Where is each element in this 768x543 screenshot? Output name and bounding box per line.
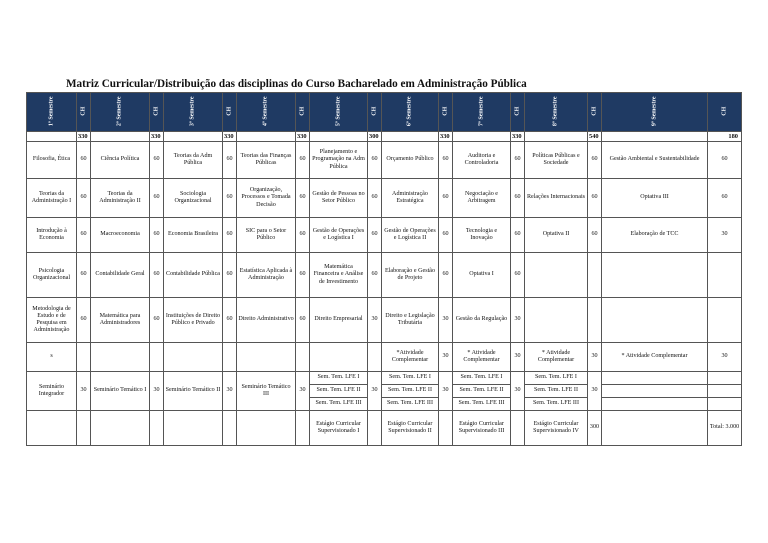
course-cell: Sem. Tem. LFE I bbox=[525, 372, 588, 385]
ch-cell: 60 bbox=[439, 218, 453, 253]
ch-cell: 60 bbox=[511, 218, 525, 253]
empty-cell bbox=[91, 343, 150, 372]
document-title: Matriz Curricular/Distribuição das disciplinas do Curso Bacharelado em Administração Pública bbox=[66, 78, 527, 90]
course-cell: Orçamento Público bbox=[382, 142, 439, 179]
ch-cell: 60 bbox=[150, 218, 164, 253]
course-cell: s bbox=[27, 343, 77, 372]
table-row bbox=[27, 253, 742, 298]
ch-cell: 60 bbox=[439, 179, 453, 218]
header-semester-6: 6º Semestre bbox=[382, 93, 439, 132]
ch-cell: 60 bbox=[439, 142, 453, 179]
ch-cell: 30 bbox=[511, 343, 525, 372]
course-cell: Estágio Curricular Supervisionado I bbox=[310, 411, 368, 446]
empty-cell bbox=[296, 343, 310, 372]
header-semester-4: 4º Semestre bbox=[237, 93, 296, 132]
ch-cell: 60 bbox=[77, 298, 91, 343]
empty-cell bbox=[237, 343, 296, 372]
table-row bbox=[27, 179, 742, 218]
ch-cell: 60 bbox=[296, 218, 310, 253]
course-cell: Teorias da Adm Pública bbox=[164, 142, 223, 179]
empty-cell bbox=[223, 411, 237, 446]
ch-cell: 30 bbox=[708, 343, 742, 372]
ch-cell: 60 bbox=[511, 142, 525, 179]
ch-cell: 60 bbox=[439, 253, 453, 298]
course-cell: Gestão de Operações e Logística II bbox=[382, 218, 439, 253]
course-cell: Optativa I bbox=[453, 253, 511, 298]
header-semester-3: 3º Semestre bbox=[164, 93, 223, 132]
total-cell: 330 bbox=[77, 132, 91, 142]
ch-cell: 60 bbox=[296, 179, 310, 218]
empty-cell bbox=[602, 298, 708, 343]
ch-cell: 60 bbox=[77, 253, 91, 298]
course-cell: Auditoria e Controladoria bbox=[453, 142, 511, 179]
header-ch: CH bbox=[296, 93, 310, 132]
ch-cell: 30 bbox=[588, 372, 602, 411]
ch-cell: 60 bbox=[296, 142, 310, 179]
empty-cell bbox=[237, 411, 296, 446]
course-cell: Optativa II bbox=[525, 218, 588, 253]
ch-cell: 60 bbox=[150, 142, 164, 179]
ch-cell: 60 bbox=[588, 179, 602, 218]
table-row bbox=[27, 298, 742, 343]
table-row bbox=[27, 411, 742, 446]
ch-cell: 60 bbox=[223, 218, 237, 253]
ch-cell: 60 bbox=[368, 218, 382, 253]
course-cell: Sem. Tem. LFE III bbox=[453, 398, 511, 411]
ch-cell: 60 bbox=[511, 179, 525, 218]
course-cell: Matemática para Administradores bbox=[91, 298, 150, 343]
ch-cell: 30 bbox=[77, 372, 91, 411]
empty-cell bbox=[91, 411, 150, 446]
ch-cell: 60 bbox=[588, 142, 602, 179]
curriculum-table bbox=[26, 92, 742, 446]
empty-cell bbox=[511, 411, 525, 446]
ch-cell: 60 bbox=[150, 298, 164, 343]
header-semester-5: 5º Semestre bbox=[310, 93, 368, 132]
course-cell: Relações Internacionais bbox=[525, 179, 588, 218]
total-cell: 330 bbox=[150, 132, 164, 142]
table-row bbox=[27, 372, 742, 385]
course-cell: Gestão de Operações e Logística I bbox=[310, 218, 368, 253]
table-row bbox=[27, 343, 742, 372]
empty-cell bbox=[164, 411, 223, 446]
ch-cell: 60 bbox=[150, 253, 164, 298]
total-cell: 300 bbox=[368, 132, 382, 142]
ch-cell: 60 bbox=[588, 218, 602, 253]
empty-cell bbox=[150, 411, 164, 446]
empty-cell bbox=[368, 411, 382, 446]
ch-cell: 300 bbox=[588, 411, 602, 446]
empty-cell bbox=[708, 385, 742, 398]
course-cell: Gestão da Regulação bbox=[453, 298, 511, 343]
ch-cell: 60 bbox=[223, 142, 237, 179]
ch-cell: 60 bbox=[368, 253, 382, 298]
course-cell: Planejamento e Programação na Adm Pública bbox=[310, 142, 368, 179]
course-cell: Matemática Financeira e Análise de Investimento bbox=[310, 253, 368, 298]
header-ch: CH bbox=[223, 93, 237, 132]
ch-cell: 30 bbox=[439, 372, 453, 411]
ch-cell: 60 bbox=[223, 253, 237, 298]
header-ch: CH bbox=[708, 93, 742, 132]
course-cell: Teorias da Administração I bbox=[27, 179, 77, 218]
course-cell: Sem. Tem. LFE II bbox=[310, 385, 368, 398]
course-cell: Direito Administrativo bbox=[237, 298, 296, 343]
ch-cell: 60 bbox=[708, 142, 742, 179]
empty-cell bbox=[368, 343, 382, 372]
course-cell: Contabilidade Pública bbox=[164, 253, 223, 298]
course-cell: Sem. Tem. LFE II bbox=[382, 385, 439, 398]
table-row bbox=[27, 142, 742, 179]
course-cell: Sem. Tem. LFE II bbox=[453, 385, 511, 398]
course-cell: Seminário Temático I bbox=[91, 372, 150, 411]
course-cell: Tecnologia e Inovação bbox=[453, 218, 511, 253]
header-semester-2: 2º Semestre bbox=[91, 93, 150, 132]
empty-cell bbox=[77, 343, 91, 372]
ch-cell: 60 bbox=[77, 142, 91, 179]
total-cell: 330 bbox=[439, 132, 453, 142]
table-row bbox=[27, 218, 742, 253]
ch-cell: 60 bbox=[150, 179, 164, 218]
empty-cell bbox=[310, 343, 368, 372]
course-cell: SIC para o Setor Público bbox=[237, 218, 296, 253]
course-cell: Economia Brasileira bbox=[164, 218, 223, 253]
course-cell: Direito Empresarial bbox=[310, 298, 368, 343]
empty-cell bbox=[588, 253, 602, 298]
header-semester-9: 9º Semestre bbox=[602, 93, 708, 132]
course-cell: Teorias das Finanças Públicas bbox=[237, 142, 296, 179]
course-cell: Gestão Ambiental e Sustentabilidade bbox=[602, 142, 708, 179]
empty-cell bbox=[27, 411, 77, 446]
empty-cell bbox=[223, 343, 237, 372]
course-cell: Sociologia Organizacional bbox=[164, 179, 223, 218]
course-cell: Administração Estratégica bbox=[382, 179, 439, 218]
ch-cell: 30 bbox=[368, 372, 382, 411]
empty-cell bbox=[708, 372, 742, 385]
ch-cell: 60 bbox=[708, 179, 742, 218]
ch-cell: 30 bbox=[511, 298, 525, 343]
header-ch: CH bbox=[150, 93, 164, 132]
empty-cell bbox=[439, 411, 453, 446]
header-semester-8: 8º Semestre bbox=[525, 93, 588, 132]
ch-cell: 30 bbox=[150, 372, 164, 411]
ch-cell: 60 bbox=[368, 179, 382, 218]
empty-cell bbox=[588, 298, 602, 343]
total-cell: 180 bbox=[708, 132, 742, 142]
ch-cell: 60 bbox=[368, 142, 382, 179]
ch-cell: 30 bbox=[296, 372, 310, 411]
total-cell: 330 bbox=[296, 132, 310, 142]
course-cell: Metodologia de Estudo e de Pesquisa em Administração bbox=[27, 298, 77, 343]
course-cell: Estágio Curricular Supervisionado III bbox=[453, 411, 511, 446]
empty-cell bbox=[296, 411, 310, 446]
header-semester-1: 1º Semestre bbox=[27, 93, 77, 132]
course-cell: Seminário Temático II bbox=[164, 372, 223, 411]
empty-cell bbox=[77, 411, 91, 446]
course-cell: Sem. Tem. LFE II bbox=[525, 385, 588, 398]
totals-row bbox=[27, 132, 742, 142]
course-cell: Ciência Política bbox=[91, 142, 150, 179]
course-cell: Organização, Processos e Tomada Decisão bbox=[237, 179, 296, 218]
empty-cell bbox=[525, 298, 588, 343]
course-cell: Direito e Legislação Tributária bbox=[382, 298, 439, 343]
course-cell: Estágio Curricular Supervisionado IV bbox=[525, 411, 588, 446]
course-cell: Sem. Tem. LFE III bbox=[382, 398, 439, 411]
ch-cell: 60 bbox=[77, 218, 91, 253]
ch-cell: 30 bbox=[439, 343, 453, 372]
course-cell: Políticas Públicas e Sociedade bbox=[525, 142, 588, 179]
empty-cell bbox=[602, 398, 708, 411]
ch-cell: 30 bbox=[368, 298, 382, 343]
ch-cell: 30 bbox=[708, 218, 742, 253]
course-cell: Negociação e Arbitragem bbox=[453, 179, 511, 218]
ch-cell: 30 bbox=[223, 372, 237, 411]
course-cell: *Atividade Complementar bbox=[382, 343, 439, 372]
header-ch: CH bbox=[439, 93, 453, 132]
empty-cell bbox=[602, 411, 708, 446]
course-cell: Filosofia, Ética bbox=[27, 142, 77, 179]
course-cell: Introdução à Economia bbox=[27, 218, 77, 253]
course-cell: Seminário Temático III bbox=[237, 372, 296, 411]
ch-cell: 60 bbox=[296, 253, 310, 298]
course-cell: Estágio Curricular Supervisionado II bbox=[382, 411, 439, 446]
ch-cell: 60 bbox=[223, 298, 237, 343]
ch-cell: 60 bbox=[77, 179, 91, 218]
course-cell: Optativa III bbox=[602, 179, 708, 218]
course-cell: * Atividade Complementar bbox=[602, 343, 708, 372]
ch-cell: 30 bbox=[588, 343, 602, 372]
header-semester-7: 7º Semestre bbox=[453, 93, 511, 132]
course-cell: Gestão de Pessoas no Setor Público bbox=[310, 179, 368, 218]
empty-cell bbox=[708, 253, 742, 298]
empty-cell bbox=[164, 343, 223, 372]
total-cell: 330 bbox=[511, 132, 525, 142]
course-cell: Instituições de Direito Público e Privado bbox=[164, 298, 223, 343]
course-cell: Elaboração e Gestão de Projeto bbox=[382, 253, 439, 298]
course-cell: Sem. Tem. LFE III bbox=[525, 398, 588, 411]
ch-cell: 60 bbox=[296, 298, 310, 343]
empty-cell bbox=[708, 398, 742, 411]
total-cell: 330 bbox=[223, 132, 237, 142]
course-cell: Sem. Tem. LFE I bbox=[382, 372, 439, 385]
course-cell: Elaboração de TCC bbox=[602, 218, 708, 253]
grand-total: Total: 3.000 bbox=[708, 411, 742, 446]
course-cell: Psicologia Organizacional bbox=[27, 253, 77, 298]
total-cell: 540 bbox=[588, 132, 602, 142]
ch-cell: 30 bbox=[439, 298, 453, 343]
ch-cell: 60 bbox=[511, 253, 525, 298]
course-cell: Sem. Tem. LFE I bbox=[310, 372, 368, 385]
course-cell: * Atividade Complementar bbox=[525, 343, 588, 372]
course-cell: Contabilidade Geral bbox=[91, 253, 150, 298]
course-cell: * Atividade Complementar bbox=[453, 343, 511, 372]
course-cell: Teorias da Administração II bbox=[91, 179, 150, 218]
course-cell: Sem. Tem. LFE I bbox=[453, 372, 511, 385]
empty-cell bbox=[602, 385, 708, 398]
ch-cell: 30 bbox=[511, 372, 525, 411]
header-ch: CH bbox=[588, 93, 602, 132]
header-ch: CH bbox=[77, 93, 91, 132]
empty-cell bbox=[150, 343, 164, 372]
empty-cell bbox=[525, 253, 588, 298]
header-row bbox=[27, 93, 742, 132]
course-cell: Seminário Integrador bbox=[27, 372, 77, 411]
course-cell: Estatística Aplicada à Administração bbox=[237, 253, 296, 298]
empty-cell bbox=[708, 298, 742, 343]
empty-cell bbox=[602, 372, 708, 385]
header-ch: CH bbox=[511, 93, 525, 132]
ch-cell: 60 bbox=[223, 179, 237, 218]
course-cell: Sem. Tem. LFE III bbox=[310, 398, 368, 411]
header-ch: CH bbox=[368, 93, 382, 132]
empty-cell bbox=[602, 253, 708, 298]
course-cell: Macroeconomia bbox=[91, 218, 150, 253]
